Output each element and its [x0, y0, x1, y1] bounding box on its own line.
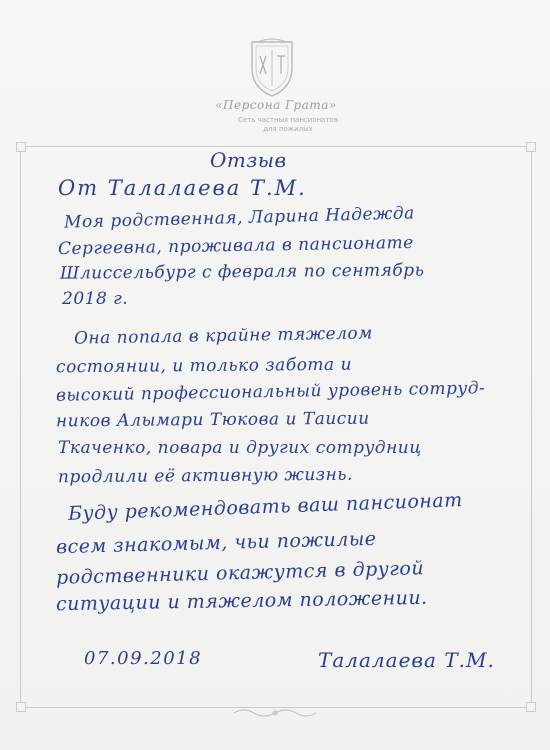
letter-from: От Талалаева Т.М. [58, 176, 307, 200]
letter-line: Моя родственная, Ларина Надежда [63, 203, 416, 233]
letter-line: продлили её активную жизнь. [57, 464, 353, 488]
letter-line: Буду рекомендовать ваш пансионат [67, 489, 464, 525]
letter-line: Шлиссельбург с февраля по сентябрь [59, 260, 425, 284]
letter-line: всем знакомым, чьи пожилые [55, 527, 377, 559]
bottom-ornament-icon [232, 706, 318, 720]
brand-tagline [208, 116, 368, 134]
frame-corner-ornament [526, 702, 536, 712]
letter-date: 07.09.2018 [84, 648, 203, 669]
letter-line: 2018 г. [62, 289, 129, 309]
letter-line: ников Алымари Тюкова и Таисии [55, 408, 370, 432]
tagline-line-2: для пожилых [263, 125, 313, 133]
letter-line: ситуации и тяжелом положении. [55, 586, 428, 616]
letter-line: Она попала в крайне тяжелом [73, 323, 373, 349]
brand-name: «Персона Грата» [215, 98, 337, 112]
letter-title: Отзыв [210, 148, 287, 172]
letter-line: высокий профессиональный уровень сотруд- [55, 378, 486, 406]
frame-corner-ornament [526, 142, 536, 152]
frame-corner-ornament [16, 142, 26, 152]
tagline-line-1: Сеть частных пансионатов [238, 116, 338, 124]
frame-corner-ornament [16, 702, 26, 712]
monogram-shield-icon [246, 38, 298, 98]
letter-line: состоянии, и только забота и [55, 354, 353, 378]
letter-line: Ткаченко, повара и других сотрудниц [58, 438, 422, 458]
letter-signature: Талалаева Т.М. [318, 648, 495, 672]
letter-line: родственники окажутся в другой [55, 557, 425, 589]
letter-line: Сергеевна, проживала в пансионате [57, 232, 414, 260]
